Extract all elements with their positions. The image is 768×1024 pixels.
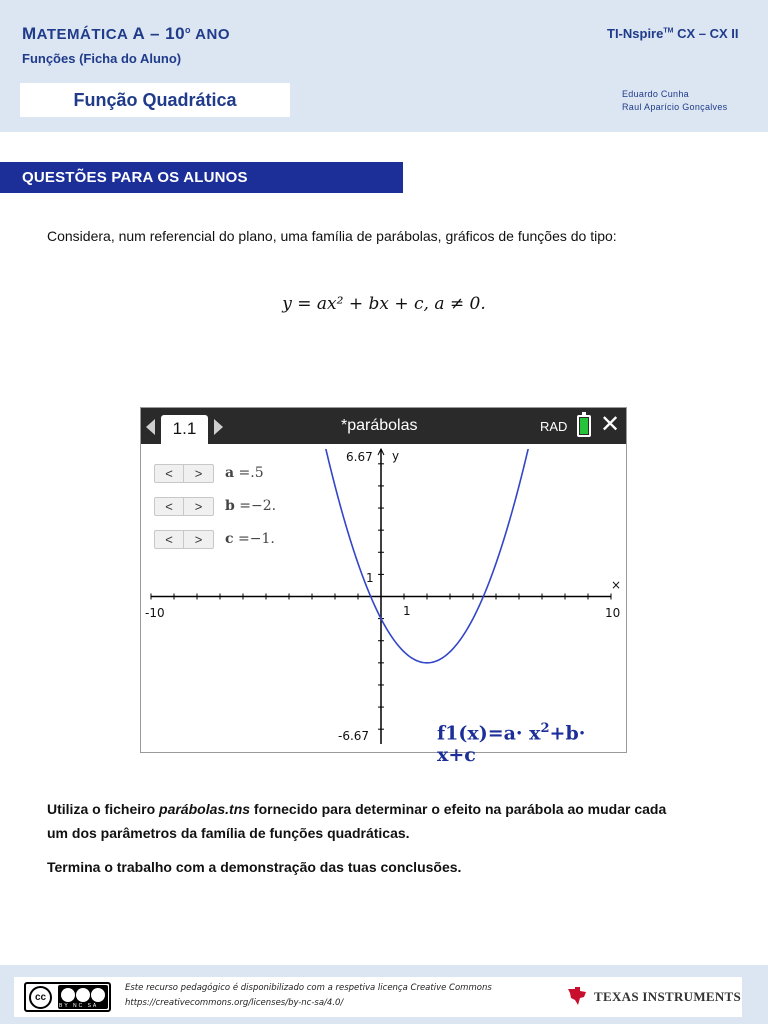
license-text: Este recurso pedagógico é disponibilizado com a respetiva licença Creative Commons https://creativecommons.org/licenses/by-nc-sa/4.0/: [125, 981, 492, 1011]
prev-page-arrow-icon[interactable]: [146, 419, 155, 435]
calculator-topbar: [141, 408, 626, 444]
tab-page-1-1[interactable]: 1.1: [161, 415, 208, 444]
slider-b-label: b =−2.: [225, 498, 277, 514]
publisher-name: TEXAS INSTRUMENTS: [594, 989, 742, 1004]
section-banner: [0, 162, 403, 193]
slider-decrease-icon[interactable]: <: [155, 465, 184, 482]
authors: [622, 88, 727, 114]
calculator-screen: [140, 407, 627, 767]
document-subtitle: Funções (Ficha do Aluno): [22, 51, 182, 66]
topic-box: [20, 83, 290, 117]
slider-decrease-icon[interactable]: <: [155, 531, 184, 548]
texas-instruments-logo-icon: [566, 985, 588, 1007]
xmax-tick-label: 10: [605, 606, 621, 620]
slider-increase-icon[interactable]: >: [194, 532, 203, 547]
device-label: TI-Nspire™ CX – CX II: [607, 26, 739, 41]
graph-area: [141, 444, 626, 752]
function-label: $f1(x)=a\cdot x^2+b\cdot x+c$: [437, 721, 586, 767]
y-unit-tick-label: 1: [366, 571, 374, 585]
page-header: [0, 0, 768, 132]
document-title: MATEMÁTICA A – 10$^o$ ANO: [22, 24, 231, 43]
instruction-line: Utiliza o ficheiro parábolas.tns fornecido para determinar o efeito na parábola ao mudar cada: [47, 801, 667, 817]
author-name: Eduardo Cunha: [622, 89, 689, 99]
topic-title: Função Quadrática: [73, 90, 237, 110]
slider-c[interactable]: [154, 530, 214, 549]
y-axis-label: y: [392, 449, 400, 463]
document-name: *parábolas: [341, 417, 418, 434]
instruction-line: um dos parâmetros da família de funções quadráticas.: [47, 825, 410, 841]
creative-commons-badge-icon: cc BY NC SA: [24, 982, 111, 1012]
close-icon[interactable]: ✕: [600, 411, 621, 438]
battery-icon: [577, 415, 591, 437]
intro-text: Considera, num referencial do plano, uma família de parábolas, gráficos de funções do tipo:: [47, 228, 617, 244]
slider-a[interactable]: [154, 464, 214, 483]
next-page-arrow-icon[interactable]: [214, 419, 223, 435]
slider-b[interactable]: [154, 497, 214, 516]
parabola-curve: [324, 444, 531, 663]
slider-increase-icon[interactable]: >: [194, 499, 203, 514]
page-footer: [0, 965, 768, 1024]
xmin-tick-label: -10: [145, 606, 165, 620]
slider-c-label: c =−1.: [225, 531, 275, 547]
slider-a-label: a =.5: [225, 465, 264, 481]
footer-box: [14, 977, 742, 1017]
x-axis-label: ×: [611, 578, 622, 592]
angle-mode: RAD: [540, 419, 568, 434]
conclusion-paragraph: Termina o trabalho com a demonstração das tuas conclusões.: [47, 859, 462, 875]
ymax-tick-label: 6.67: [346, 450, 373, 464]
quadratic-formula: y = ax² + bx + c, a ≠ 0.: [282, 294, 486, 314]
author-name: Raul Aparício Gonçalves: [622, 102, 728, 112]
slider-decrease-icon[interactable]: <: [155, 498, 184, 515]
slider-increase-icon[interactable]: >: [194, 466, 203, 481]
file-name: parábolas.tns: [159, 801, 251, 817]
instruction-paragraph: [47, 797, 666, 845]
section-title: QUESTÕES PARA OS ALUNOS: [22, 169, 248, 186]
ymin-tick-label: -6.67: [338, 729, 370, 743]
x-unit-tick-label: 1: [403, 604, 411, 618]
license-link[interactable]: https://creativecommons.org/licenses/by-nc-sa/4.0/: [125, 998, 344, 1008]
